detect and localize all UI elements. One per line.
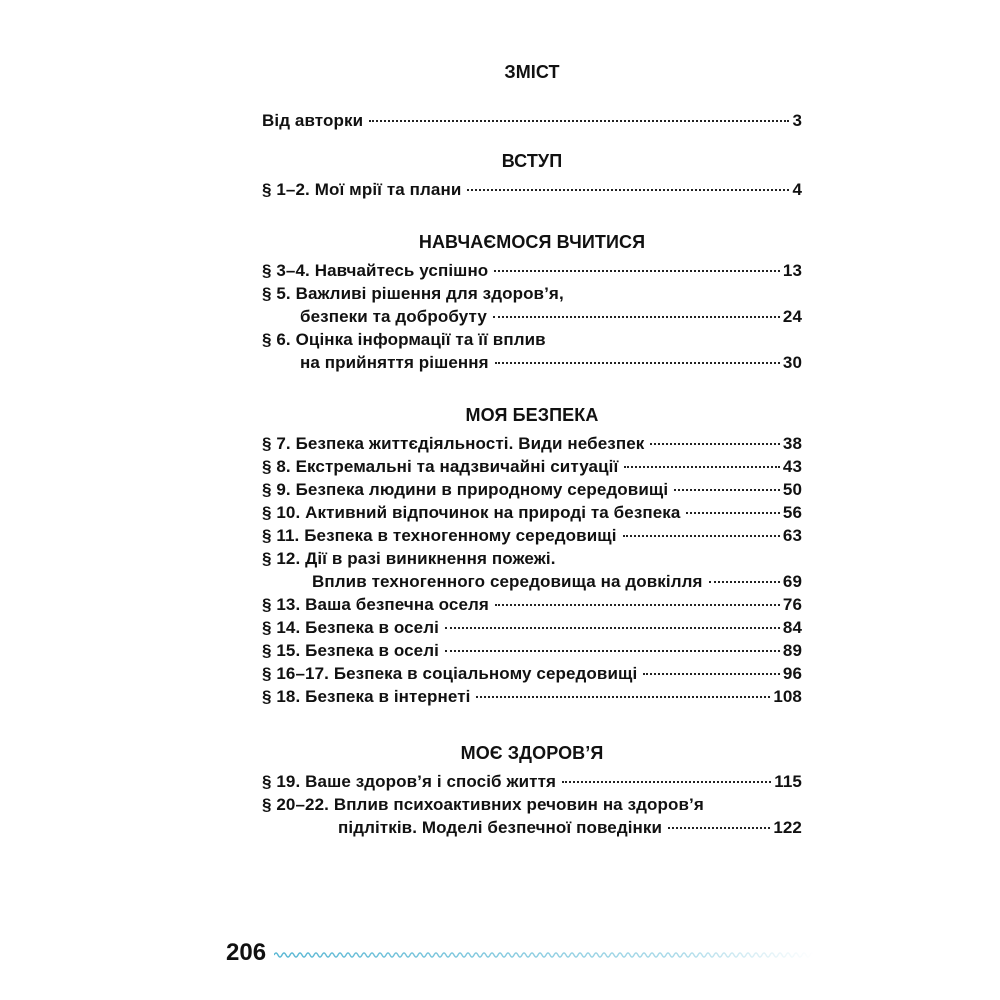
toc-entry-label: Ваша безпечна оселя: [305, 595, 489, 614]
dot-leader: [650, 443, 780, 445]
toc-entry-label: Безпека в інтернеті: [305, 687, 471, 706]
toc-entry-label: Від авторки: [262, 111, 364, 130]
toc-page-number: 84: [782, 618, 802, 637]
toc-entry-label: Безпека в оселі: [305, 641, 439, 660]
dot-leader: [623, 535, 780, 537]
dot-leader: [562, 781, 771, 783]
toc-entry[interactable]: [262, 432, 802, 455]
toc-page-number: 76: [782, 595, 802, 614]
toc-page-number: 56: [782, 503, 802, 522]
toc-page-number: 13: [782, 261, 802, 280]
toc-entry[interactable]: [262, 178, 802, 201]
toc-entry[interactable]: [262, 639, 802, 662]
toc-entry-label: Екстремальні та надзвичайні ситуації: [295, 457, 619, 476]
toc-entry-number: § 1–2.: [262, 180, 310, 199]
toc-entry-label: Мої мрії та плани: [314, 180, 462, 199]
toc-entry[interactable]: [262, 685, 802, 708]
toc-entry[interactable]: [262, 455, 802, 478]
toc-entry-number: § 12.: [262, 549, 301, 568]
dot-leader: [467, 189, 789, 191]
dot-leader: [643, 673, 780, 675]
dot-leader: [445, 650, 780, 652]
toc-entry-number: § 11.: [262, 526, 300, 545]
table-of-contents: [262, 55, 802, 839]
toc-entry-number: § 3–4.: [262, 261, 310, 280]
toc-entry-label: Дії в разі виникнення пожежі.: [305, 549, 556, 568]
toc-entry-number: § 16–17.: [262, 664, 329, 683]
toc-page-number: 69: [782, 572, 802, 591]
toc-page-number: 89: [782, 641, 802, 660]
toc-entry-number: § 15.: [262, 641, 301, 660]
toc-page-number: 43: [782, 457, 802, 476]
page-footer: [226, 940, 816, 966]
toc-entry-label: Оцінка інформації та її вплив: [295, 330, 546, 349]
toc-page-number: 3: [792, 111, 802, 130]
toc-entry-label-continued: підлітків. Моделі безпечної поведінки: [338, 818, 663, 837]
toc-page-number: 38: [782, 434, 802, 453]
toc-page-number: 24: [782, 307, 802, 326]
dot-leader: [476, 696, 770, 698]
toc-page-number: 96: [782, 664, 802, 683]
toc-page-number: 108: [773, 687, 802, 706]
toc-entry[interactable]: [262, 282, 802, 328]
section-heading: ВСТУП: [501, 151, 563, 171]
toc-entry[interactable]: [262, 662, 802, 685]
dot-leader: [445, 627, 780, 629]
toc-entry[interactable]: [262, 328, 802, 374]
dot-leader: [495, 604, 780, 606]
toc-entry[interactable]: [262, 259, 802, 282]
toc-entry[interactable]: [262, 770, 802, 793]
section-heading: НАВЧАЄМОСЯ ВЧИТИСЯ: [418, 232, 646, 252]
section-heading: МОЯ БЕЗПЕКА: [465, 405, 599, 425]
toc-entry-label-continued: безпеки та добробуту: [300, 307, 487, 326]
toc-entry-label: Активний відпочинок на природі та безпека: [305, 503, 681, 522]
toc-page-number: 30: [782, 353, 802, 372]
toc-entry-number: § 18.: [262, 687, 301, 706]
toc-entry-label: Важливі рішення для здоров’я,: [295, 284, 564, 303]
toc-entry[interactable]: [262, 524, 802, 547]
toc-entry-number: § 14.: [262, 618, 301, 637]
toc-entry-label: Безпека людини в природному середовищі: [295, 480, 669, 499]
toc-entry-label: Безпека життєдіяльності. Види небезпек: [295, 434, 645, 453]
toc-entry-number: § 10.: [262, 503, 301, 522]
toc-entry-label: Навчайтесь успішно: [314, 261, 489, 280]
toc-entry-label: Ваше здоров’я і спосіб життя: [305, 772, 557, 791]
toc-page-number: 115: [774, 772, 802, 791]
dot-leader: [674, 489, 780, 491]
decorative-wave-line: [274, 950, 814, 960]
dot-leader: [709, 581, 780, 583]
toc-entry-label: Безпека в техногенному середовищі: [304, 526, 617, 545]
toc-entry-label: Безпека в оселі: [305, 618, 439, 637]
toc-page-number: 122: [773, 818, 802, 837]
toc-entry-number: § 20–22.: [262, 795, 329, 814]
toc-entry[interactable]: [262, 616, 802, 639]
toc-entry-label: Вплив психоактивних речовин на здоров’я: [333, 795, 704, 814]
dot-leader: [493, 316, 780, 318]
toc-entry[interactable]: [262, 478, 802, 501]
dot-leader: [494, 270, 780, 272]
toc-entry-number: § 9.: [262, 480, 291, 499]
section-heading: МОЄ ЗДОРОВ’Я: [460, 743, 604, 763]
toc-entry-label-continued: на прийняття рішення: [300, 353, 489, 372]
toc-entry-number: § 7.: [262, 434, 291, 453]
toc-page-number: 4: [792, 180, 802, 199]
toc-entry[interactable]: [262, 501, 802, 524]
toc-entry[interactable]: [262, 793, 802, 839]
toc-entry[interactable]: [262, 547, 802, 593]
toc-entry[interactable]: [262, 593, 802, 616]
dot-leader: [686, 512, 779, 514]
dot-leader: [624, 466, 780, 468]
toc-entry-number: § 5.: [262, 284, 291, 303]
dot-leader: [369, 120, 789, 122]
toc-entry-intro[interactable]: [262, 109, 802, 132]
toc-entry-number: § 19.: [262, 772, 301, 791]
toc-page-number: 50: [782, 480, 802, 499]
toc-page-number: 63: [782, 526, 802, 545]
toc-entry-number: § 8.: [262, 457, 291, 476]
toc-entry-label: Безпека в соціальному середовищі: [333, 664, 638, 683]
toc-entry-number: § 13.: [262, 595, 301, 614]
dot-leader: [668, 827, 770, 829]
toc-entry-label-continued: Вплив техногенного середовища на довкілля: [312, 572, 703, 591]
page-number: 206: [226, 939, 267, 966]
toc-entry-number: § 6.: [262, 330, 291, 349]
dot-leader: [495, 362, 780, 364]
page-title: ЗМІСТ: [504, 62, 560, 82]
